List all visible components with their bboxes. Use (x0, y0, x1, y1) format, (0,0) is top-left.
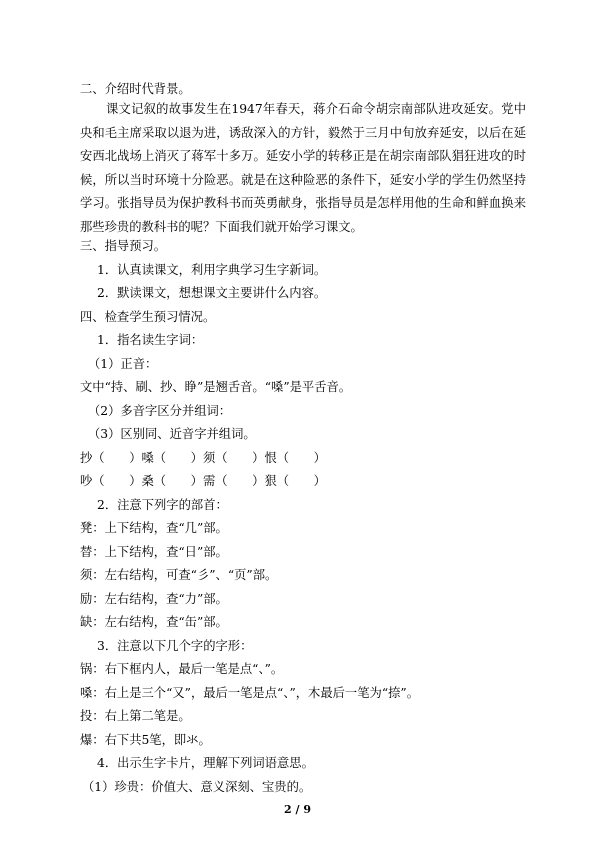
section4-title: 四、检查学生预习情况。 (80, 310, 216, 324)
section4-item-2: 2．注意下列字的部首： (97, 498, 228, 512)
section3-title: 三、指导预习。 (80, 239, 167, 253)
section4-item-4: 4．出示生字卡片，理解下列词语意思。 (97, 756, 314, 770)
section2-title: 二、介绍时代背景。 (80, 82, 191, 96)
section2-paragraph: 课文记叙的故事发生在1947年春天，蒋介石命令胡宗南部队进攻延安。党中央和毛主席采取以退为进，诱敌深入的方针，毅然于三月中旬放弃延安，以后在延安西北战场上消灭了蒋军十多万。延安小学的转移正是在胡宗南部队猖狂进攻的时候，所以当时环境十分险恶。就是在这种险恶的条件下，延安小学的学生仍然坚持学习。张指导员为保护教科书而英勇献身，张指导员是怎样用他的生命和鲜血换来那些珍贵的教科书的呢？下面我们就开始学习课文。 (80, 102, 526, 234)
section3-item-1: 1．认真读课文，利用字典学习生字新词。 (97, 263, 327, 277)
radical-line-1: 凳：上下结构，查“几”部。 (80, 521, 228, 535)
char-pairs-row-2: 吵（ ）桑（ ）需（ ）狠（ ） (80, 474, 326, 488)
section4-item-1: 1．指名读生字词： (97, 333, 204, 347)
section4-sub-3: （3）区别同、近音字并组词。 (88, 427, 256, 441)
radical-line-3: 须：左右结构，可查“彡”、“页”部。 (80, 568, 278, 582)
section4-sub-2: （2）多音字区分并组词： (88, 404, 232, 418)
section3-item-2: 2．默读课文，想想课文主要讲什么内容。 (97, 286, 327, 300)
shape-line-3: 投：右上第二笔是。 (80, 709, 191, 723)
char-pairs-row-1: 抄（ ）嗓（ ）须（ ）恨（ ） (80, 451, 326, 465)
radical-line-5: 缺：左右结构，查“缶”部。 (80, 615, 228, 629)
shape-line-2: 嗓：右上是三个“又”，最后一笔是点“、”，木最后一笔为“捺”。 (80, 686, 419, 700)
radical-line-2: 替：上下结构，查“日”部。 (80, 545, 228, 559)
shape-line-4: 爆：右下共5笔，即氺。 (80, 733, 211, 747)
page-number: 2 / 9 (284, 803, 311, 816)
section4-sub-1: （1）正音： (88, 357, 158, 371)
radical-line-4: 励：左右结构，查“力”部。 (80, 592, 228, 606)
shape-line-1: 锅：右下框内人，最后一笔是点“、”。 (80, 662, 284, 676)
vocab-line-1: （1）珍贵：价值大、意义深刻、宝贵的。 (82, 780, 312, 794)
section4-sub-1-text: 文中“持、刷、抄、睁”是翘舌音。“嗓”是平舌音。 (80, 380, 352, 394)
section4-item-3: 3．注意以下几个字的字形： (97, 639, 253, 653)
